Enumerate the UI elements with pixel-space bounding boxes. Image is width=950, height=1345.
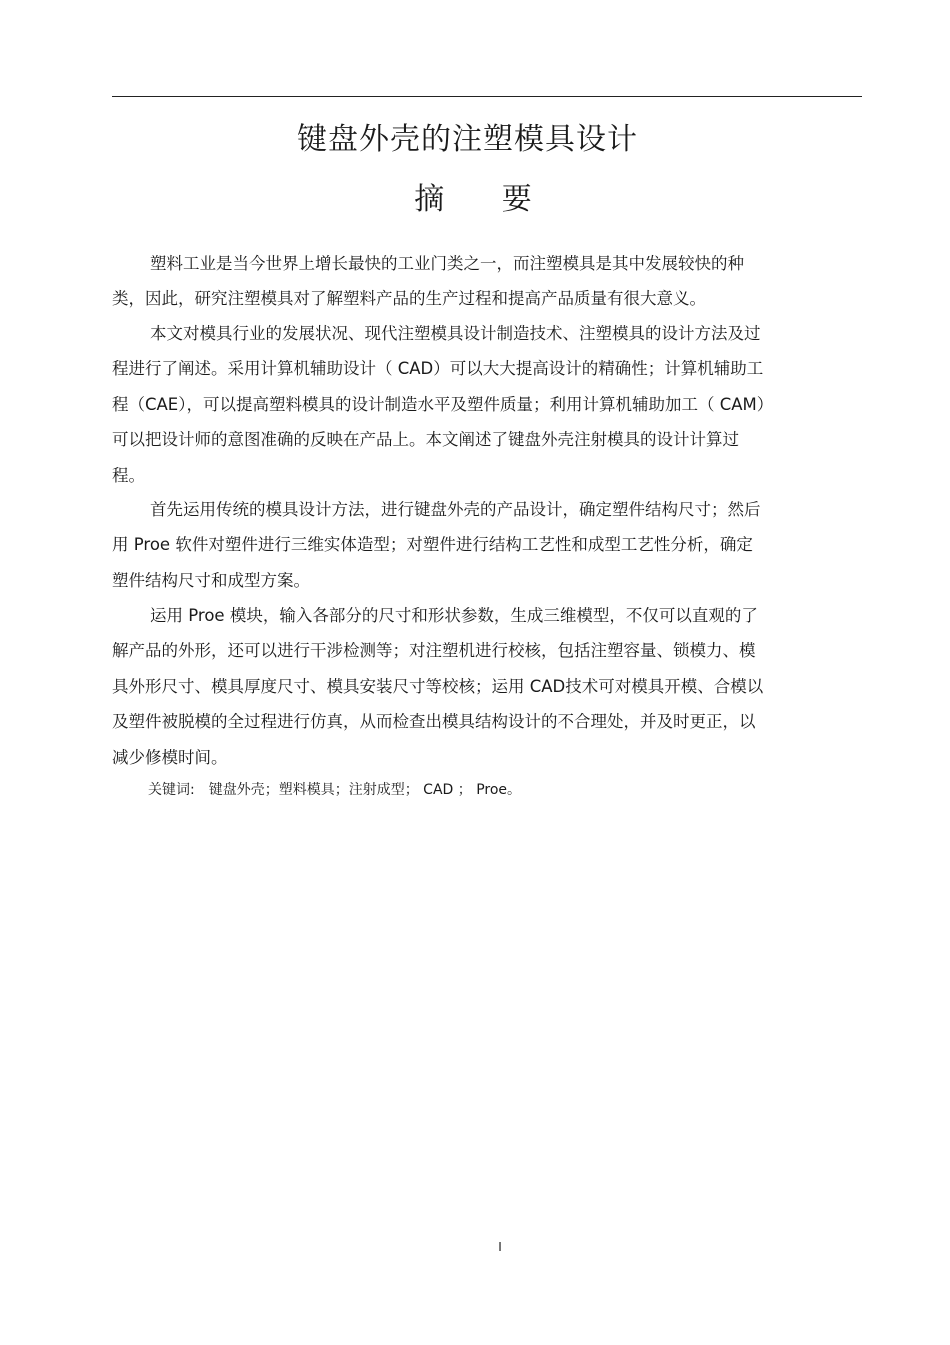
abstract-heading: 摘 要	[414, 182, 556, 217]
paragraph-4	[112, 598, 852, 775]
paragraph-line: 类，因此，研究注塑模具对了解塑料产品的生产过程和提高产品质量有很大意义。	[112, 289, 706, 309]
paragraph-line: 具外形尺寸、模具厚度尺寸、模具安装尺寸等校核；运用 CAD技术可对模具开模、合模以	[112, 676, 764, 696]
paragraph-1	[112, 246, 852, 317]
paragraph-line: 及塑件被脱模的全过程进行仿真，从而检查出模具结构设计的不合理处，并及时更正，以	[112, 712, 756, 732]
document-title: 键盘外壳的注塑模具设计	[297, 122, 638, 157]
paragraph-3	[112, 492, 852, 598]
paragraph-line: 塑件结构尺寸和成型方案。	[112, 570, 310, 590]
paragraph-line: 可以把设计师的意图准确的反映在产品上。本文阐述了键盘外壳注射模具的设计计算过	[112, 430, 739, 450]
paragraph-line: 程进行了阐述。采用计算机辅助设计（ CAD）可以大大提高设计的精确性；计算机辅助工	[112, 359, 764, 379]
paragraph-line: 程。	[112, 465, 145, 485]
paragraph-line: 本文对模具行业的发展状况、现代注塑模具设计制造技术、注塑模具的设计方法及过	[150, 324, 761, 343]
paragraph-line: 塑料工业是当今世界上增长最快的工业门类之一，而注塑模具是其中发展较快的种	[150, 254, 744, 273]
paragraph-line: 程（CAE），可以提高塑料模具的设计制造水平及塑件质量；利用计算机辅助加工（ CAM）	[112, 394, 774, 414]
paragraph-line: 解产品的外形，还可以进行干涉检测等；对注塑机进行校核，包括注塑容量、锁模力、模	[112, 641, 756, 661]
keywords-label: 关键词:	[148, 782, 195, 798]
paragraph-line: 减少修模时间。	[112, 747, 228, 767]
paragraph-2	[112, 316, 852, 493]
keywords-value: 键盘外壳；塑料模具；注射成型； CAD ； Proe。	[208, 782, 522, 798]
paragraph-line: 运用 Proe 模块，输入各部分的尺寸和形状参数，生成三维模型，不仅可以直观的了	[150, 606, 758, 625]
keywords-line	[148, 776, 521, 804]
header-rule	[112, 96, 862, 97]
page-number: I	[498, 1240, 502, 1254]
paragraph-line: 用 Proe 软件对塑件进行三维实体造型；对塑件进行结构工艺性和成型工艺性分析，确定	[112, 535, 753, 555]
paragraph-line: 首先运用传统的模具设计方法，进行键盘外壳的产品设计，确定塑件结构尺寸；然后	[150, 500, 761, 519]
